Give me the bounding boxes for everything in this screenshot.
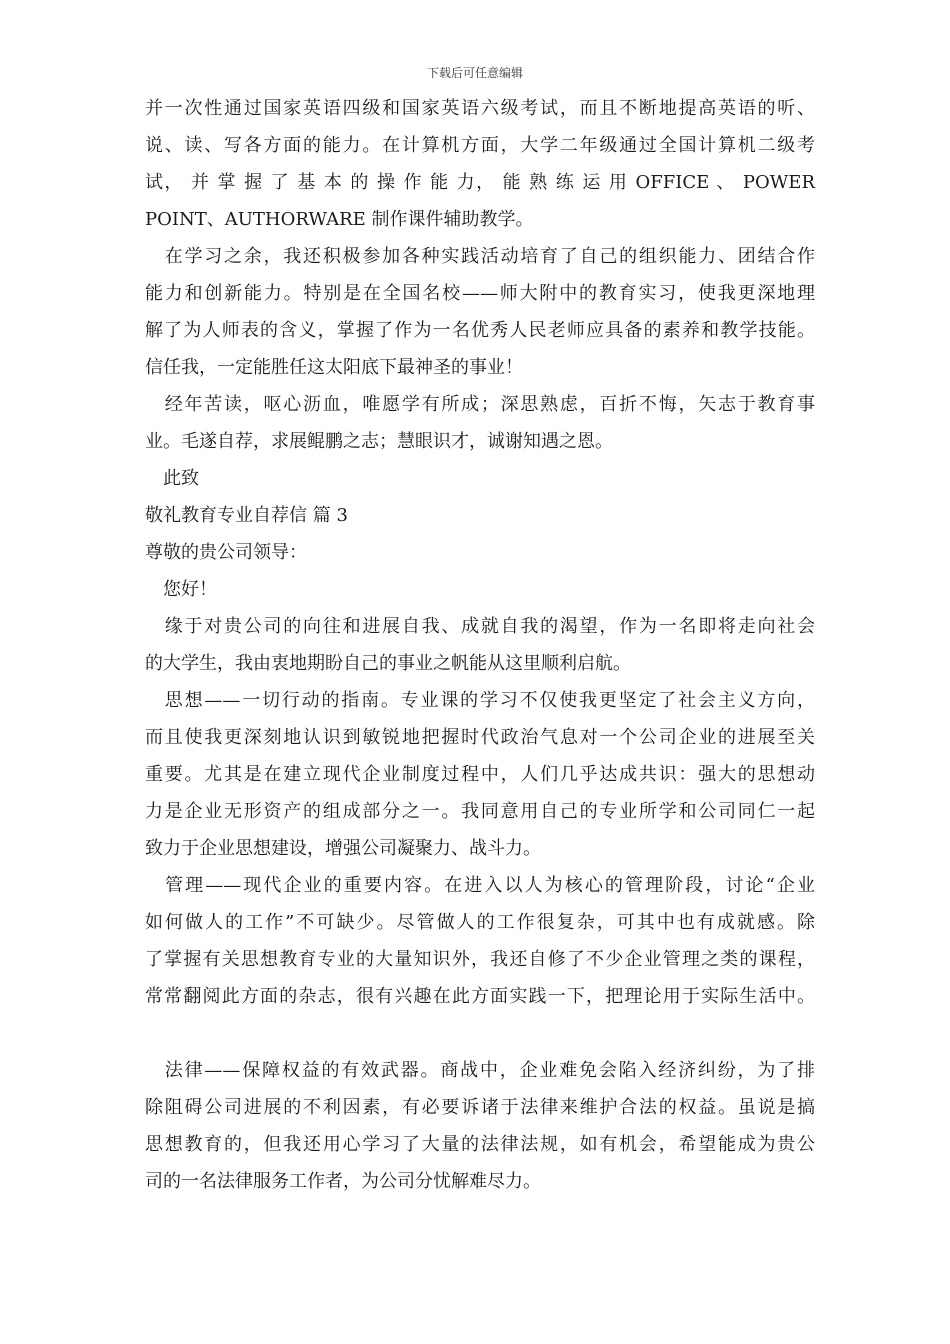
text-line: 信任我，一定能胜任这太阳底下最神圣的事业！ bbox=[145, 357, 523, 378]
page-header: 下载后可任意编辑 bbox=[426, 66, 523, 80]
text-line: 思想——一切行动的指南。专业课的学习不仅使我更坚定了社会主义方向， bbox=[145, 690, 815, 711]
section-title: 敬礼教育专业自荐信 篇 3 bbox=[145, 505, 348, 526]
text-line: POINT、AUTHORWARE 制作课件辅助教学。 bbox=[145, 209, 534, 230]
text-line: 能力和创新能力。特别是在全国名校——师大附中的教育实习，使我更深地理 bbox=[145, 283, 815, 304]
text-line: 说、读、写各方面的能力。在计算机方面，大学二年级通过全国计算机二级考 bbox=[145, 135, 815, 156]
text-line: 的大学生，我由衷地期盼自己的事业之帆能从这里顺利启航。 bbox=[145, 653, 631, 674]
text-line: 致力于企业思想建设，增强公司凝聚力、战斗力。 bbox=[145, 838, 541, 859]
text-line: 尊敬的贵公司领导： bbox=[145, 542, 307, 563]
text-line: 缘于对贵公司的向往和进展自我、成就自我的渴望，作为一名即将走向社会 bbox=[145, 616, 815, 637]
text-line: 重要。尤其是在建立现代企业制度过程中，人们几乎达成共识：强大的思想动 bbox=[145, 764, 815, 785]
text-line: 法律——保障权益的有效武器。商战中，企业难免会陷入经济纠纷，为了排 bbox=[145, 1060, 815, 1081]
text-line: 而且使我更深刻地认识到敏锐地把握时代政治气息对一个公司企业的进展至关 bbox=[145, 727, 815, 748]
document-body bbox=[145, 90, 815, 1200]
text-line: 此致 bbox=[145, 468, 199, 489]
blank-line bbox=[145, 1015, 815, 1052]
text-line: 力是企业无形资产的组成部分之一。我同意用自己的专业所学和公司同仁一起 bbox=[145, 801, 815, 822]
text-line: 业。毛遂自荐，求展鲲鹏之志；慧眼识才，诚谢知遇之恩。 bbox=[145, 431, 613, 452]
text-line: 司的一名法律服务工作者，为公司分忧解难尽力。 bbox=[145, 1171, 541, 1192]
text-line: 并一次性通过国家英语四级和国家英语六级考试，而且不断地提高英语的听、 bbox=[145, 98, 815, 119]
text-line: 常常翻阅此方面的杂志，很有兴趣在此方面实践一下，把理论用于实际生活中。 bbox=[145, 986, 815, 1007]
text-line: 思想教育的，但我还用心学习了大量的法律法规，如有机会，希望能成为贵公 bbox=[145, 1134, 815, 1155]
text-line: 试， 并 掌 握 了 基 本 的 操 作 能 力， 能 熟 练 运 用 OFFICE 、 POWER bbox=[145, 172, 815, 193]
text-line: 管理——现代企业的重要内容。在进入以人为核心的管理阶段，讨论“企业 bbox=[145, 875, 815, 896]
text-line: 在学习之余，我还积极参加各种实践活动培育了自己的组织能力、团结合作 bbox=[145, 246, 815, 267]
text-line: 解了为人师表的含义，掌握了作为一名优秀人民老师应具备的素养和教学技能。 bbox=[145, 320, 815, 341]
text-line: 了掌握有关思想教育专业的大量知识外，我还自修了不少企业管理之类的课程， bbox=[145, 949, 815, 970]
text-line: 您好！ bbox=[145, 579, 217, 600]
text-line: 经年苦读，呕心沥血，唯愿学有所成；深思熟虑，百折不悔，矢志于教育事 bbox=[145, 394, 815, 415]
text-line: 如何做人的工作”不可缺少。尽管做人的工作很复杂，可其中也有成就感。除 bbox=[145, 912, 815, 933]
text-line: 除阻碍公司进展的不利因素，有必要诉诸于法律来维护合法的权益。虽说是搞 bbox=[145, 1097, 815, 1118]
